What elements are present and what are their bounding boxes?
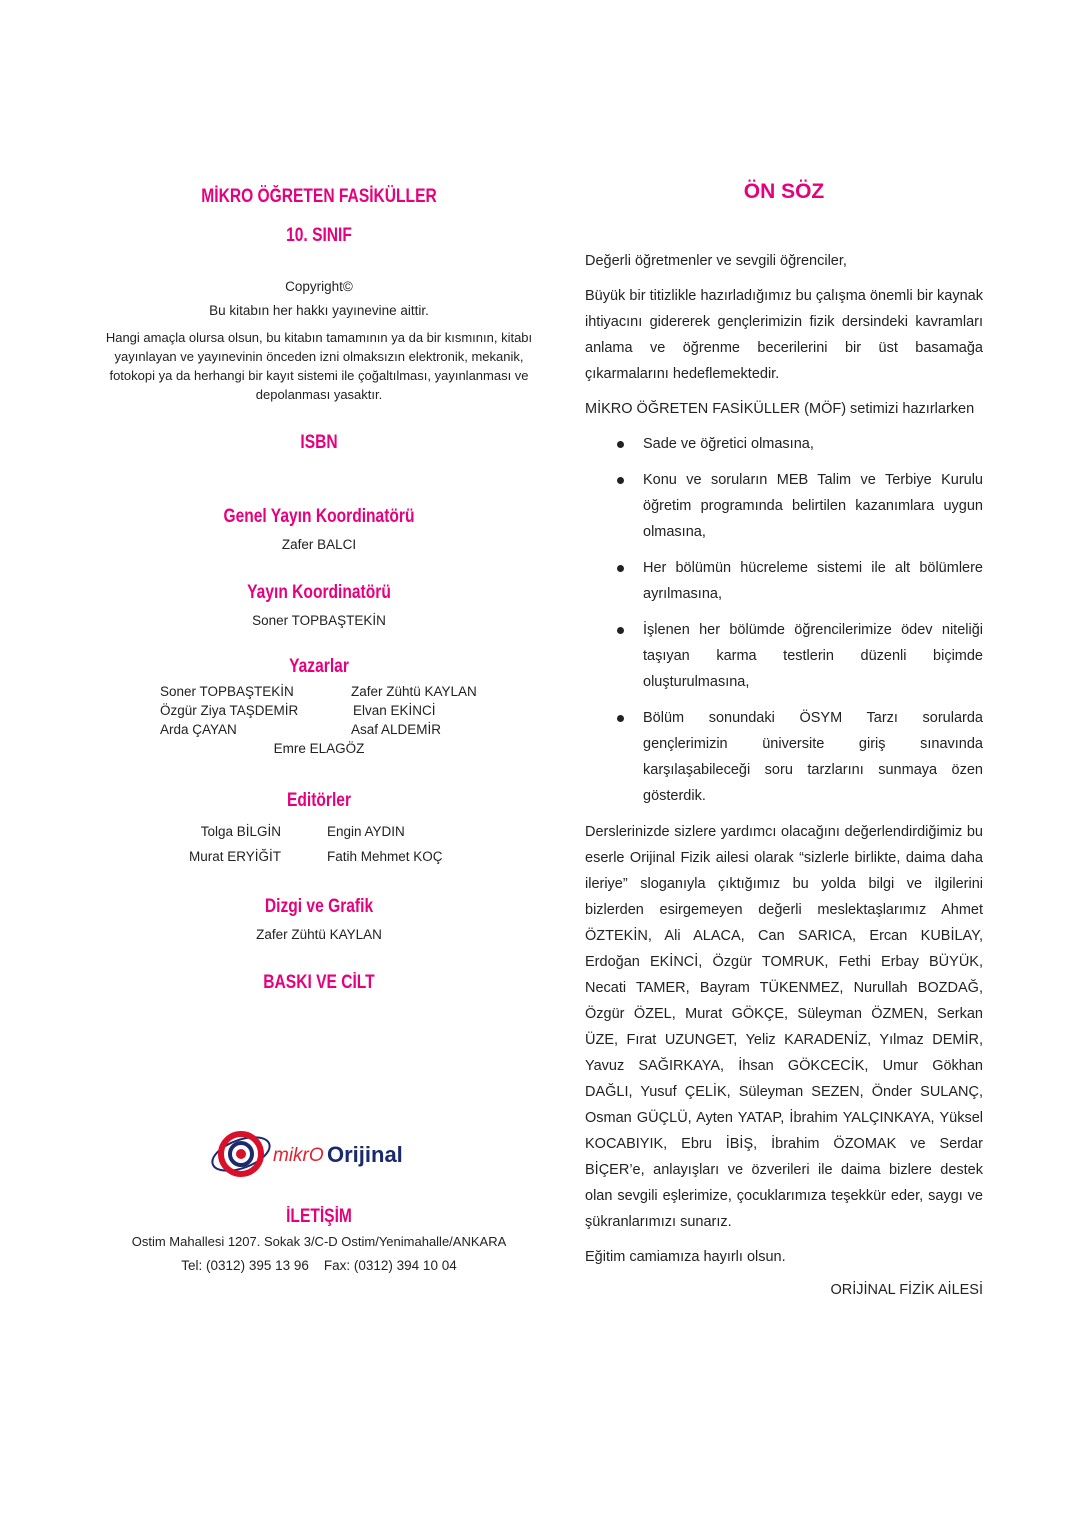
logo-text-mikro: mikrO bbox=[273, 1145, 324, 1166]
author-name: Asaf ALDEMİR bbox=[351, 722, 442, 737]
address: Ostim Mahallesi 1207. Sokak 3/C-D Ostim/Yenimahalle/ANKARA bbox=[131, 1234, 507, 1249]
list-item: Bölüm sonundaki ÖSYM Tarzı sorularda gençlerimizin üniversite giriş sınavında karşılaşabileceği soru tarzlarını sunmaya özen gösterdik. bbox=[585, 705, 983, 809]
editor-name: Tolga BİLGİN bbox=[200, 824, 281, 839]
preface-paragraph-2: MİKRO ÖĞRETEN FASİKÜLLER (MÖF) setimizi hazırlarken bbox=[585, 401, 975, 417]
preface-paragraph-3: Derslerinizde sizlere yardımcı olacağını değerlendirdiğimiz bu eserle Orijinal Fizik ailesi olarak “sizlerle birlikte, daima daha ileriye” sloganıyla çıktığımız bu yolda bilgi ve ilgilerini bizlerden esirgemeyen değerli meslektaşlarımız Ahmet ÖZTEKİN, Ali ALACA, Can SARICA, Ercan KUBİLAY, Erdoğan EKİNCİ, Özgür TOMRUK, Fethi Erbay BÜYÜK, Necati TAMER, Bayram TÜKENMEZ, Nurullah BOZDAĞ, Özgür ÖZEL, Murat GÖKÇE, Süleyman ÖZMEN, Serkan ÜZE, Fırat UZUNGET, Yeliz KARADENİZ, Yılmaz DEMİR, Yavuz SAĞIRKAYA, İhsan GÖKCECİK, Umur Gökhan DAĞLI, Yusuf ÇELİK, Süleyman SEZEN, Önder SULANÇ, Osman GÜÇLÜ, Ayten YATAP, İbrahim YALÇINKAYA, Yüksel KOCABIYIK, Ebru İBİŞ, İbrahim ÖZOMAK ve Serdar BİÇER’e, anlayışları ve özverileri ile daima bizlere destek olan sevgili eşlerimize, çocuklarımıza teşekkür eder, saygı ve şükranlarımızı sunarız. bbox=[585, 824, 983, 1230]
author-name: Özgür Ziya TAŞDEMİR bbox=[160, 703, 299, 718]
authors-list bbox=[100, 684, 538, 737]
coordinator-name: Soner TOPBAŞTEKİN bbox=[252, 613, 386, 628]
preface-column bbox=[585, 180, 983, 1298]
author-name: Elvan EKİNCİ bbox=[353, 703, 436, 718]
list-item: Sade ve öğretici olmasına, bbox=[585, 431, 983, 457]
contact-heading: İLETİŞİM bbox=[286, 1206, 352, 1227]
author-name: Emre ELAGÖZ bbox=[273, 741, 365, 756]
bullet-icon bbox=[617, 715, 624, 722]
bullet-icon bbox=[617, 565, 624, 572]
bullet-icon bbox=[617, 477, 624, 484]
print-binding-heading: BASKI VE CİLT bbox=[263, 972, 375, 993]
coordinator-heading: Yayın Koordinatörü bbox=[247, 582, 391, 603]
rights-line: Bu kitabın her hakkı yayınevine aittir. bbox=[209, 303, 429, 318]
imprint-column bbox=[100, 180, 538, 1273]
copyright-label: Copyright© bbox=[285, 279, 353, 294]
general-coordinator-heading: Genel Yayın Koordinatörü bbox=[223, 506, 415, 527]
orbit-logo-icon bbox=[209, 1124, 429, 1184]
grade-title: 10. SINIF bbox=[286, 225, 352, 246]
list-item: Konu ve soruların MEB Talim ve Terbiye Kurulu öğretim programında belirtilen kazanımlara uygun olmasına, bbox=[585, 467, 983, 545]
author-name: Arda ÇAYAN bbox=[160, 722, 237, 737]
editor-name: Murat ERYİĞİT bbox=[188, 849, 281, 864]
preface-greeting: Değerli öğretmenler ve sevgili öğrenciler, bbox=[585, 253, 847, 269]
publisher-logo bbox=[209, 1124, 429, 1184]
layout-graphics-heading: Dizgi ve Grafik bbox=[264, 896, 374, 917]
bullet-icon bbox=[617, 627, 624, 634]
general-coordinator-name: Zafer BALCI bbox=[281, 537, 357, 552]
editor-name: Engin AYDIN bbox=[327, 824, 405, 839]
authors-heading: Yazarlar bbox=[289, 656, 349, 677]
logo-text-orijinal: Orijinal bbox=[327, 1142, 403, 1167]
phone-fax: Tel: (0312) 395 13 96 Fax: (0312) 394 10 04 bbox=[181, 1258, 457, 1273]
isbn-heading: ISBN bbox=[300, 432, 338, 453]
list-item: Her bölümün hücreleme sistemi ile alt bölümlere ayrılmasına, bbox=[585, 555, 983, 607]
preface-closing: Eğitim camiamıza hayırlı olsun. bbox=[585, 1249, 786, 1265]
preface-paragraph-1: Büyük bir titizlikle hazırladığımız bu çalışma önemli bir kaynak ihtiyacını gidererek gençlerimizin fizik dersindeki kavramları anlama ve öğrenme becerilerini bir üst basamağa çıkarmalarını hedeflemektedir. bbox=[585, 288, 983, 382]
book-series-title: MİKRO ÖĞRETEN FASİKÜLLER bbox=[201, 186, 437, 207]
editors-heading: Editörler bbox=[286, 790, 352, 811]
editor-name: Fatih Mehmet KOÇ bbox=[327, 849, 443, 864]
rights-paragraph: Hangi amaçla olursa olsun, bu kitabın tamamının ya da bir kısmının, kitabı yayınlayan ve yayınevinin önceden izni olmaksızın elektronik, mekanik, fotokopi ya da herhangi bir kayıt sistemi ile çoğaltılması, yayınlanması ve depolanması yasaktır. bbox=[105, 330, 533, 402]
author-name: Soner TOPBAŞTEKİN bbox=[160, 684, 294, 699]
bullet-icon bbox=[617, 441, 624, 448]
preface-title: ÖN SÖZ bbox=[743, 180, 825, 203]
preface-bullet-list bbox=[585, 431, 983, 809]
layout-graphics-name: Zafer Zühtü KAYLAN bbox=[256, 927, 382, 942]
list-item: İşlenen her bölümde öğrencilerimize ödev niteliği taşıyan karma testlerin düzenli biçimde oluşturulmasına, bbox=[585, 617, 983, 695]
preface-signature: ORİJİNAL FİZİK AİLESİ bbox=[830, 1282, 983, 1298]
editors-list bbox=[100, 824, 538, 864]
author-name: Zafer Zühtü KAYLAN bbox=[351, 684, 477, 699]
